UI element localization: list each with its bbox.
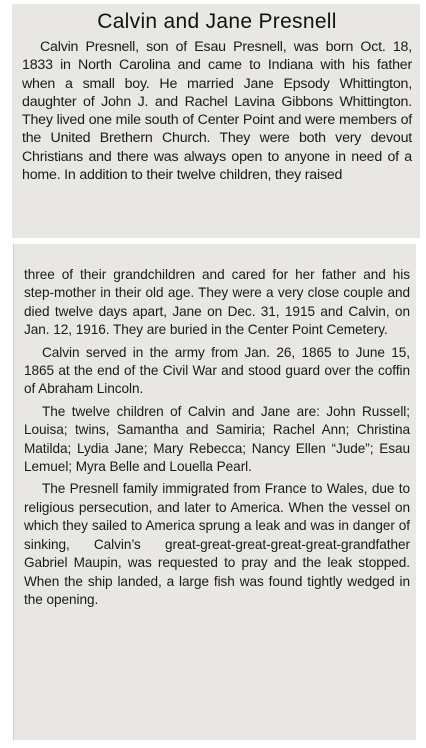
continuation-paragraph: three of their grandchildren and cared for her father and his step-mother in their old age. They were a very close couple and died twelve days apart, Jane on Dec. 31, 1915 and Calvin, on Jan. 12, 1916. They are buried in the Center Point Cemetery. bbox=[24, 267, 410, 338]
clipping-bottom bbox=[14, 244, 416, 740]
family-history-paragraph: The Presnell family immigrated from France to Wales, due to religious persecution, and later to America. When the vessel on which they sailed to America sprung a leak and was in danger of sinking, Calvin’s great-great-great-great-great-grandfather Gabriel Maupin, was requested to pray and the leak stopped. When the ship landed, a large fish was found tightly wedged in the opening. bbox=[24, 481, 410, 607]
children-paragraph: The twelve children of Calvin and Jane are: John Russell; Louisa; twins, Samantha and Samiria; Rachel Ann; Christina Matilda; Lydia Jane; Mary Rebecca; Nancy Ellen “Jude”; Esau Lemuel; Myra Belle and Louella Pearl. bbox=[24, 403, 410, 475]
clipping-top bbox=[12, 4, 420, 238]
intro-paragraph: Calvin Presnell, son of Esau Presnell, was born Oct. 18, 1833 in North Carolina and came to Indiana with his father when a small boy. He married Jane Epsody Whittington, daughter of John J. and Rachel Lavina Gibbons Whittington. They lived one mile south of Center Point and were members of the United Brethern Church. They were both very devout Christians and there was always open to anyone in need of a home. In addition to their twelve children, they raised bbox=[22, 39, 412, 184]
army-paragraph: Calvin served in the army from Jan. 26, 1865 to June 15, 1865 at the end of the Civil War and stood guard over the coffin of Abraham Lincoln. bbox=[24, 344, 410, 397]
article-title: Calvin and Jane Presnell bbox=[97, 10, 337, 33]
